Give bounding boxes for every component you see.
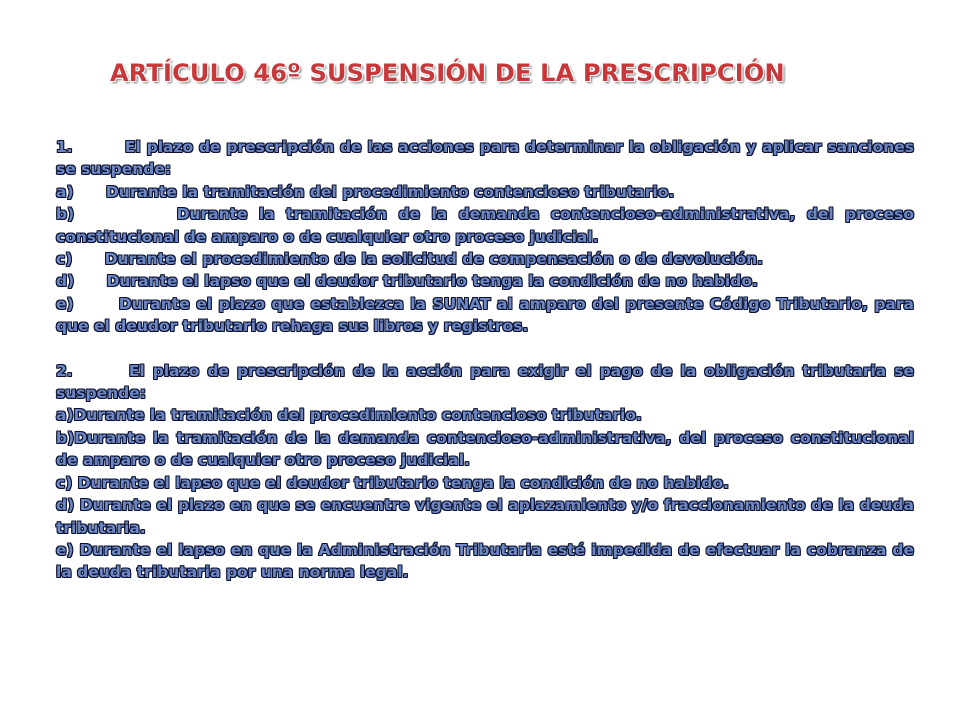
section-2-item-b: b)Durante la tramitación de la demanda contencioso-administrativa, del proceso constitucional de amparo o de cualquier otro proceso judicial. — [56, 428, 914, 470]
section-2-item-d: d) Durante el plazo en que se encuentre vigente el aplazamiento y/o fraccionamiento de la deuda tributaria. — [56, 496, 914, 537]
section-2-item-c: c) Durante el lapso que el deudor tributario tenga la condición de no habido. — [56, 473, 729, 492]
section-2-item-a: a)Durante la tramitación del procedimiento contencioso tributario. — [56, 406, 642, 425]
section-1-item-d: d) Durante el lapso que el deudor tributario tenga la condición de no habido. — [56, 272, 758, 291]
section-1-item-e: e) Durante el plazo que establezca la SUNAT al amparo del presente Código Tributario, para que el deudor tributario rehaga sus libros y registros. — [56, 294, 914, 336]
section-2-intro: 2. El plazo de prescripción de la acción para exigir el pago de la obligación tributaria se suspende: — [56, 361, 914, 403]
section-1-item-b: b) Durante la tramitación de la demanda contencioso-administrativa, del proceso constitucional de amparo o de cualquier otro proceso judicial. — [56, 205, 914, 246]
section-1-intro: 1. El plazo de prescripción de las acciones para determinar la obligación y aplicar sanciones se suspende: — [56, 138, 914, 179]
section-1-item-c: c) Durante el procedimiento de la solicitud de compensación o de devolución. — [56, 250, 764, 269]
slide-body — [56, 136, 914, 584]
section-1-item-a: a) Durante la tramitación del procedimiento contencioso tributario. — [56, 182, 675, 201]
section-spacer — [56, 338, 914, 360]
section-2-item-e: e) Durante el lapso en que la Administración Tributaria esté impedida de efectuar la cobranza de la deuda tributaria por una norma legal. — [56, 540, 914, 582]
slide-title: ARTÍCULO 46º SUSPENSIÓN DE LA PRESCRIPCIÓN — [110, 59, 785, 87]
